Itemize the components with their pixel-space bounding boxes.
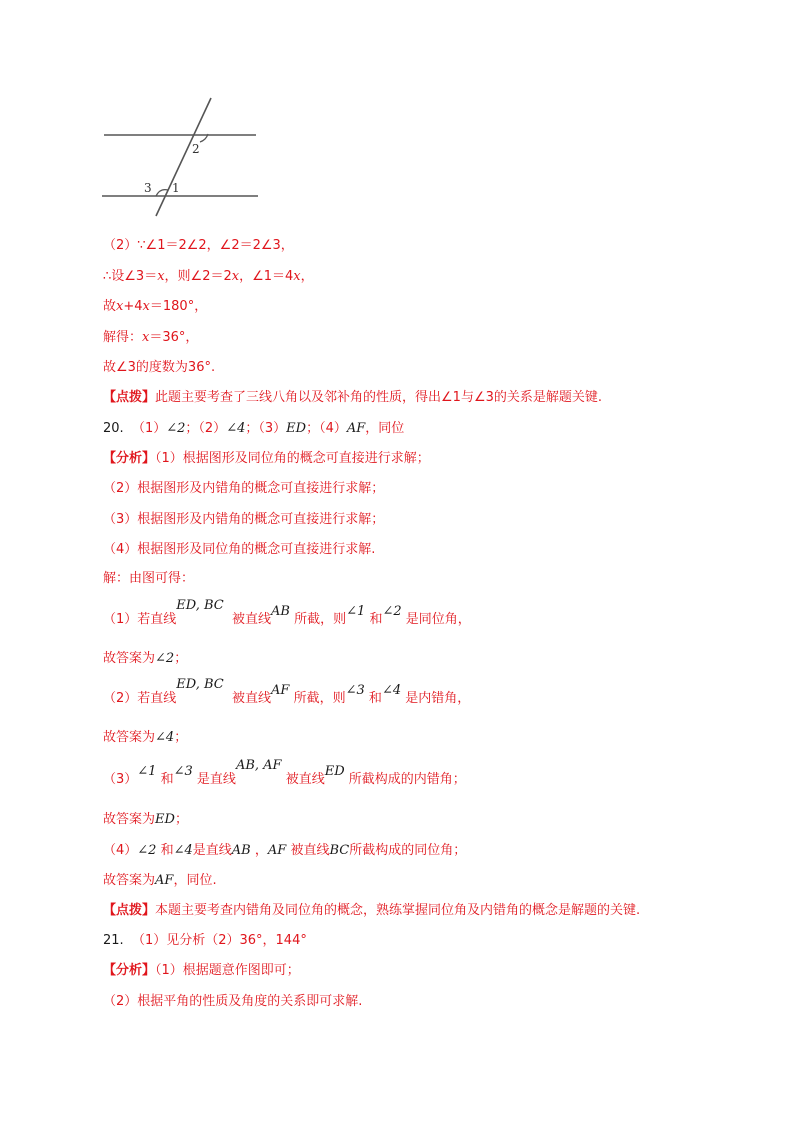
p2-line5: 故∠3的度数为36°. <box>103 360 216 375</box>
q20-step2: （2）若直线ED, BC 被直线AF 所截，则∠3 和∠4 是内错角， <box>103 677 471 706</box>
angle-label-1: 1 <box>172 181 180 195</box>
q20-analysis-2: （2）根据图形及内错角的概念可直接进行求解； <box>103 481 385 496</box>
q20-step1: （1）若直线ED, BC 被直线AB 所截，则∠1 和∠2 是同位角， <box>103 598 471 627</box>
q20-answer1: 故答案为∠2； <box>103 651 188 666</box>
tip-20: 【点拨】本题主要考查内错角及同位角的概念，熟练掌握同位角及内错角的概念是解题的关键. <box>103 903 641 918</box>
q20-answer3: 故答案为ED； <box>103 812 188 827</box>
q20-analysis-1: 【分析】（1）根据图形及同位角的概念可直接进行求解； <box>103 451 430 466</box>
p2-line3: 故x+4x＝180°， <box>103 299 208 314</box>
angle-label-2: 2 <box>192 142 200 156</box>
q20-answer: 20. （1）∠2；（2）∠4；（3）ED；（4）AF，同位 <box>103 421 405 436</box>
q21-analysis-1: 【分析】（1）根据题意作图即可； <box>103 963 300 978</box>
p2-line4: 解得：x＝36°， <box>103 330 199 345</box>
p2-line1: （2）∵∠1＝2∠2，∠2＝2∠3， <box>103 238 294 253</box>
q20-solution-intro: 解：由图可得： <box>103 571 195 586</box>
q20-analysis-3: （3）根据图形及内错角的概念可直接进行求解； <box>103 512 385 527</box>
tip-19: 【点拨】此题主要考查了三线八角以及邻补角的性质，得出∠1与∠3的关系是解题关键. <box>103 390 602 405</box>
q20-analysis-4: （4）根据图形及同位角的概念可直接进行求解. <box>103 542 376 557</box>
q21-analysis-2: （2）根据平角的性质及角度的关系即可求解. <box>103 994 363 1009</box>
q21-answer: 21. （1）见分析（2）36°，144° <box>103 933 307 948</box>
p2-line2: ∴设∠3＝x，则∠2＝2x，∠1＝4x， <box>103 269 314 284</box>
q20-answer4: 故答案为AF，同位. <box>103 873 217 888</box>
q20-answer2: 故答案为∠4； <box>103 730 188 745</box>
angle-label-3: 3 <box>144 181 152 195</box>
q20-step3: （3）∠1 和∠3 是直线AB, AF 被直线ED 所截构成的内错角； <box>103 758 466 787</box>
transversal-line <box>156 98 211 216</box>
q20-step4: （4）∠2 和∠4是直线AB ，AF 被直线BC所截构成的同位角； <box>103 843 467 858</box>
parallel-lines-figure <box>100 96 260 220</box>
